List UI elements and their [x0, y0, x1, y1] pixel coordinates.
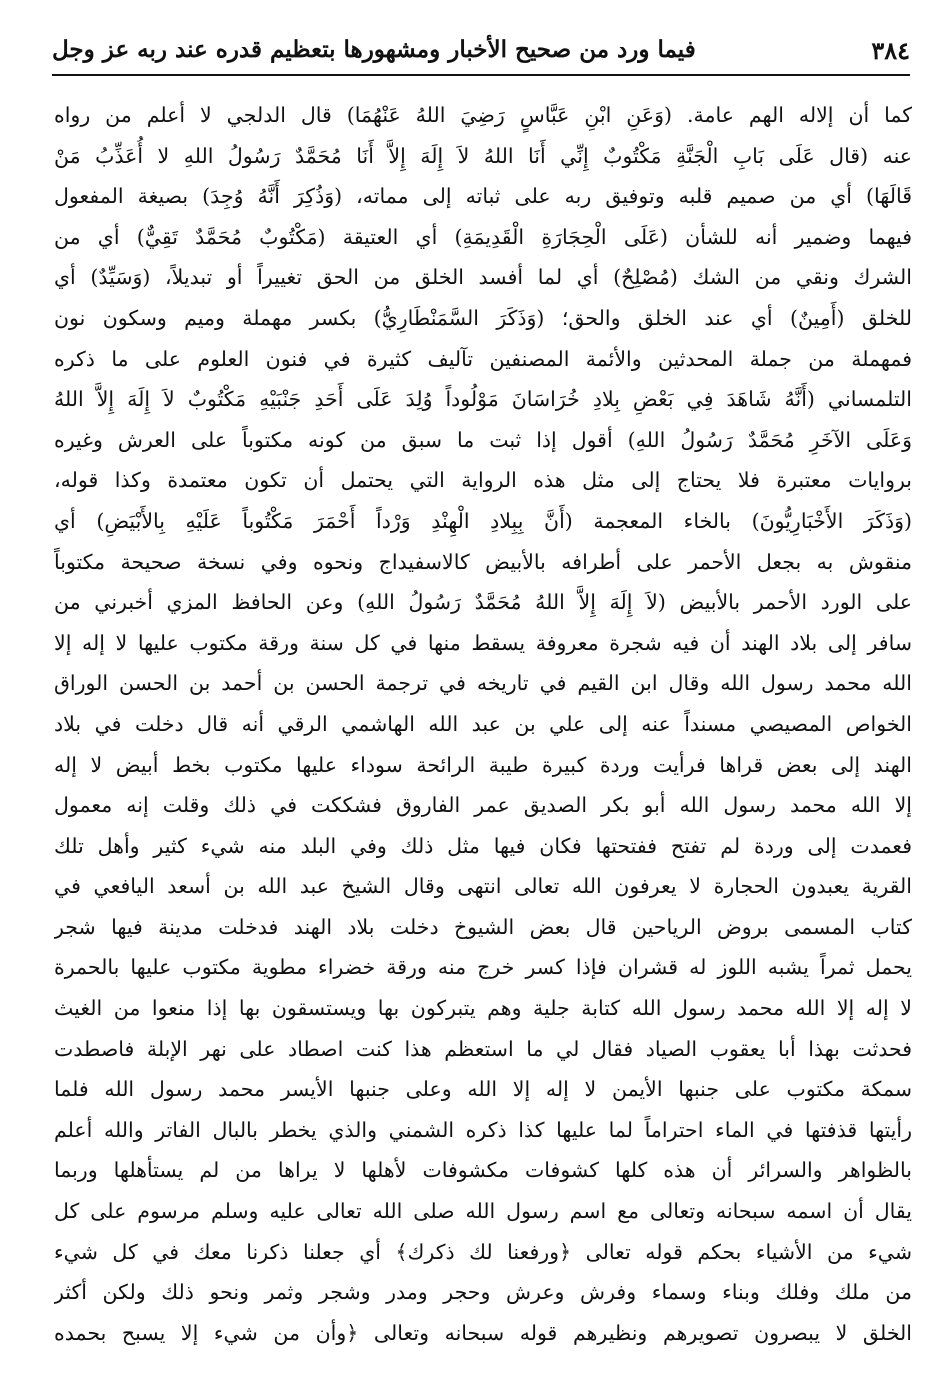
text-line: بروايات معتبرة فلا يحتاج إلى مثل هذه الرواية التي يحتمل أن تكون معتمدة وكذا قوله، — [54, 468, 912, 493]
text-line: يقال أن اسمه سبحانه وتعالى مع اسم رسول الله صلى الله تعالى عليه وسلم مرسوم على كل — [54, 1199, 912, 1224]
body-text — [54, 95, 912, 1353]
text-line: فحدثت بهذا أبا يعقوب الصياد فقال لي ما استعظم هذا كنت اصطاد على نهر الإبلة فاصطدت — [54, 1036, 912, 1061]
text-line: (وَذَكَرَ الأَخْبَارِيُّونَ) بالخاء المعجمة (أَنَّ بِبِلادِ الْهِنْدِ وَرْداً أَحْمَرَ مَكْتُوباً عَلَيْهِ بِالأَبْيَضِ) أي — [54, 508, 912, 533]
running-title: فيما ورد من صحيح الأخبار ومشهورها بتعظيم قدره عند ربه عز وجل — [52, 36, 696, 63]
text-line: الهند إلى بعض قراها فرأيت وردة كبيرة طيبة الرائحة سوداء عليها مكتوب بخط أبيض لا إله — [54, 752, 912, 777]
text-line: عنه (قال عَلَى بَابِ الْجَنَّةِ مَكْتُوبٌ إِنِّي أَنَا اللهُ لاَ إِلَهَ إِلاَّ أَنَا مُحَمَّدٌ رَسُولُ اللهِ لا أُعَذِّبُ مَنْ — [54, 143, 912, 168]
text-line: القرية يعبدون الحجارة لا يعرفون الله تعالى انتهى وقال الشيخ عبد الله بن أسعد اليافعي في — [54, 874, 912, 899]
text-line: الخواص المصيصي مسنداً عنه إلى علي بن عبد الله الهاشمي الرقي أنه قال دخلت في بلاد — [54, 711, 912, 736]
text-line: من ملك وفلك وبناء وسماء وفرش وعرش وحجر ومدر وشجر وثمر ونحو ذلك ولكن أكثر — [54, 1280, 912, 1305]
text-line: شيء من الأشياء بحكم قوله تعالى ﴿ورفعنا لك ذكرك﴾ أي جعلنا ذكرنا معك في كل شيء — [54, 1239, 912, 1264]
page-header — [52, 30, 910, 76]
text-line: رأيتها قذفتها في الماء احتراماً لما عليها كذا ذكره الشمني والذي يخطر بالبال الفاتر والله أعلم — [54, 1117, 912, 1142]
text-line: الخلق لا يبصرون تصويرهم ونظيرهم قوله سبحانه وتعالى ﴿وأن من شيء إلا يسبح بحمده — [54, 1320, 912, 1345]
text-line: كتاب المسمى بروض الرياحين قال بعض الشيوخ دخلت بلاد الهند فدخلت مدينة فيها شجر — [54, 914, 912, 939]
text-line: التلمساني (أَنَّهُ شَاهَدَ فِي بَعْضِ بِلادِ خُرَاسَانَ مَوْلُوداً وُلِدَ عَلَى أَحَدِ جَنْبَيْهِ مَكْتُوبٌ لاَ إِلَهَ إِلاَّ اللهُ — [54, 387, 912, 412]
text-line: الشرك ونقي من الشك (مُصْلِحٌ) أي لما أفسد الخلق من الحق تغييراً أو تبديلاً، (وَسَيِّدٌ) أي — [54, 265, 912, 290]
text-line: الله محمد رسول الله وقال ابن القيم في تاريخه في ترجمة الحسن بن أحمد بن الحسن الوراق — [54, 671, 912, 696]
text-line: بالظواهر والسرائر أن هذه كلها كشوفات مكشوفات لأهلها لا يراها من لم يستأهلها وربما — [54, 1158, 912, 1183]
text-line: فمهملة من جملة المحدثين والأئمة المصنفين تآليف كثيرة في فنون العلوم على ما ذكره — [54, 346, 912, 371]
text-line: منقوش به بجعل الأحمر على أطرافه بالأبيض كالاسفيداج ونحوه وفي نسخة صحيحة مكتوباً — [54, 549, 912, 574]
text-line: فيهما وضمير أنه للشأن (عَلَى الْحِجَارَةِ الْقَدِيمَةِ) أي العتيقة (مَكْتُوبٌ مُحَمَّدٌ تَقِيٌّ) أي من — [54, 224, 912, 249]
text-line: لا إله إلا الله محمد رسول الله كتابة جلية وهم يتبركون بها ويستسقون بها إذا منعوا من الغيث — [54, 996, 912, 1021]
text-line: سافر إلى بلاد الهند أن فيه شجرة معروفة يسقط منها في كل سنة ورقة مكتوب عليها لا إله إلا — [54, 630, 912, 655]
text-line: قَالَهَا) أي من صميم قلبه وتوفيق ربه على ثباته إلى مماته، (وَذُكِرَ أَنَّهُ وُجِدَ) بصيغة المفعول — [54, 184, 912, 209]
text-line: للخلق (أَمِينٌ) أي عند الخلق والحق؛ (وَذَكَرَ السَّمَنْطَارِيُّ) بكسر مهملة وميم وسكون نون — [54, 305, 912, 330]
text-line: وَعَلَى الآخَرِ مُحَمَّدٌ رَسُولُ اللهِ) أقول إذا ثبت ما سبق من كونه مكتوباً على العرش وغيره — [54, 427, 912, 452]
text-line: كما أن إلاله الهم عامة. (وَعَنِ ابْنِ عَبَّاسٍ رَضِيَ اللهُ عَنْهُمَا) قال الدلجي لا أعلم من رواه — [54, 103, 912, 127]
text-line: على الورد الأحمر بالأبيض (لاَ إِلَهَ إِلاَّ اللهُ مُحَمَّدٌ رَسُولُ اللهِ) وعن الحافظ المزي أخبرني من — [54, 590, 912, 615]
page-number: ٣٨٤ — [871, 36, 910, 65]
text-line: سمكة مكتوب على جنبها الأيمن لا إله إلا الله وعلى جنبها الأيسر محمد رسول الله فلما — [54, 1077, 912, 1102]
text-line: إلا الله محمد رسول الله أبو بكر الصديق عمر الفاروق فشككت في ذلك وقلت إنه معمول — [54, 793, 912, 818]
text-line: فعمدت إلى وردة لم تفتح ففتحتها فكان فيها مثل ذلك وفي البلد منه شيء كثير وأهل تلك — [54, 833, 912, 858]
header-rule — [52, 74, 910, 76]
text-line: يحمل ثمراً يشبه اللوز له قشران فإذا كسر خرج منه ورقة خضراء مطوية مكتوب عليها بالحمرة — [54, 955, 912, 980]
